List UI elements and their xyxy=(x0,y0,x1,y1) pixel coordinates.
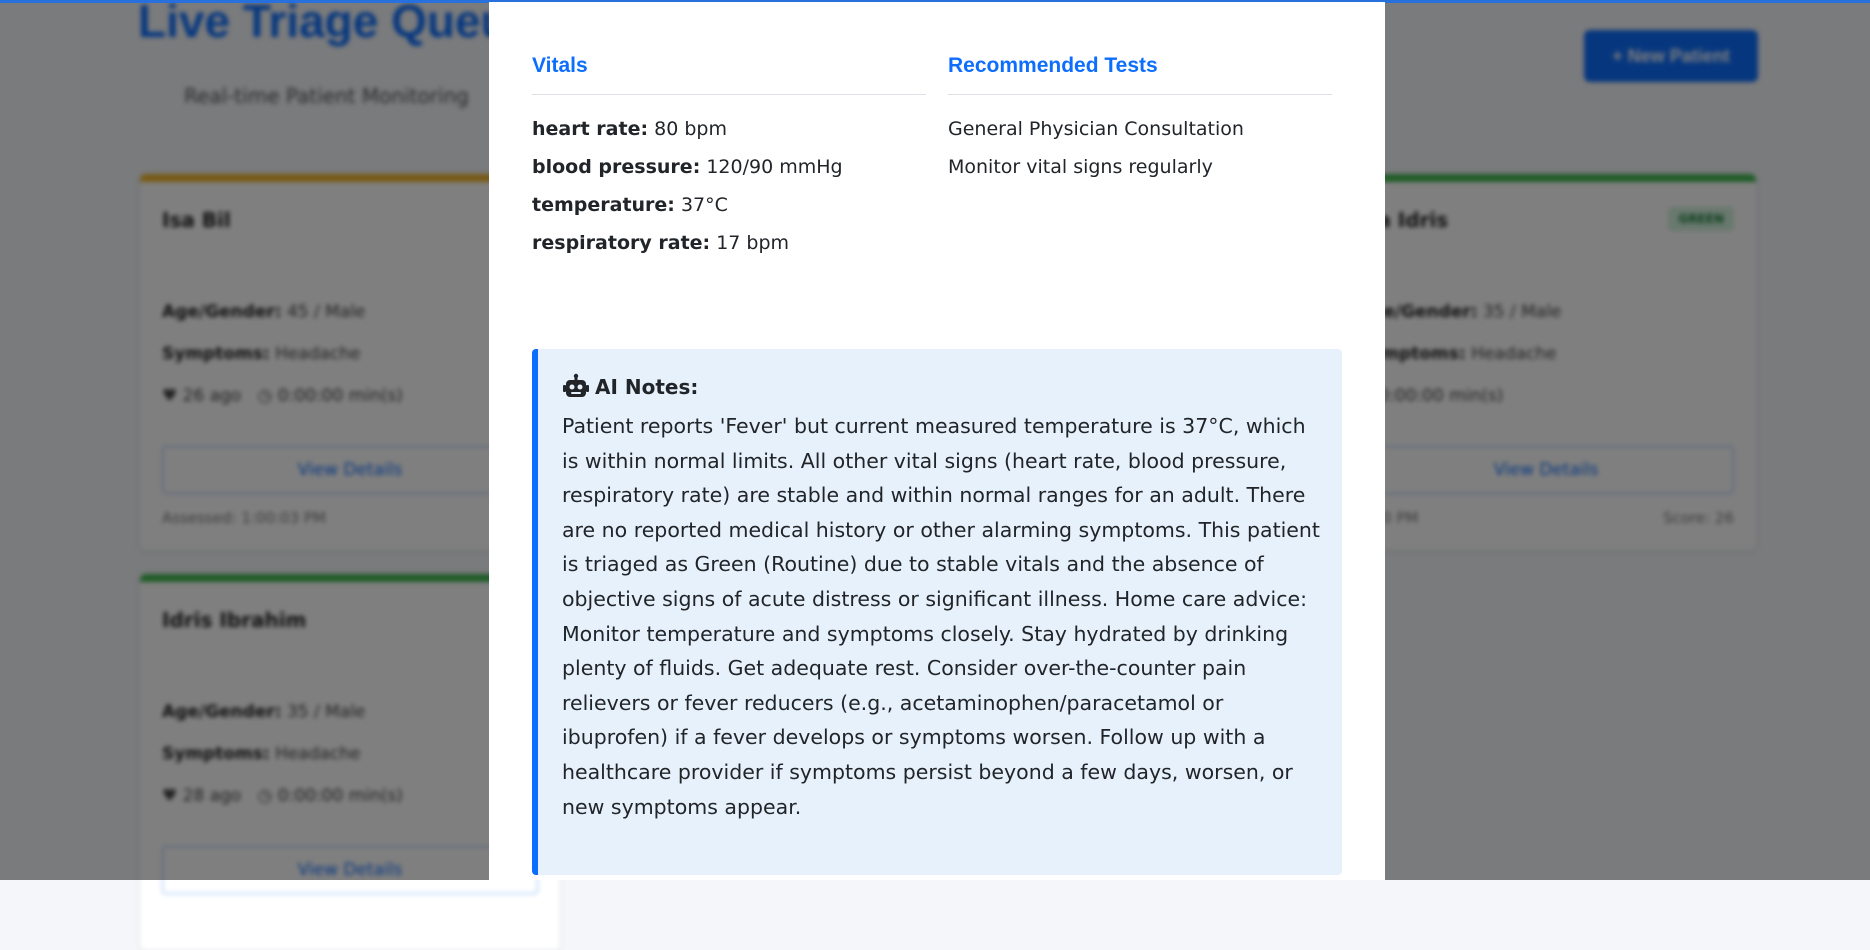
tests-list xyxy=(948,95,1332,187)
robot-icon xyxy=(562,373,590,401)
vital-heart-rate: heart rate: 80 bpm xyxy=(532,118,727,140)
ai-notes-panel xyxy=(532,349,1342,875)
recommended-tests-section xyxy=(948,50,1332,187)
ai-notes-header xyxy=(562,371,1320,403)
tests-title: Recommended Tests xyxy=(948,50,1332,95)
ai-notes-title: AI Notes: xyxy=(595,375,699,399)
vital-blood-pressure: blood pressure: 120/90 mmHg xyxy=(532,156,843,178)
vital-temperature: temperature: 37°C xyxy=(532,194,728,216)
ai-notes-text: Patient reports 'Fever' but current measured temperature is 37°C, which is within normal limits. All other vital signs (heart rate, blood pressure, respiratory rate) are stable and within normal ranges for an adult. There are no reported medical history or other alarming symptoms. This patient is triaged as Green (Routine) due to stable vitals and the absence of objective signs of acute distress or significant illness. Home care advice: Monitor temperature and symptoms closely. Stay hydrated by drinking plenty of fluids. Get adequate rest. Consider over-the-counter pain relievers or fever reducers (e.g., acetaminophen/paracetamol or ibuprofen) if a fever develops or symptoms worsen. Follow up with a healthcare provider if symptoms persist beyond a few days, worsen, or new symptoms appear. xyxy=(562,414,1320,819)
test-item: General Physician Consultation xyxy=(948,118,1244,140)
vitals-section xyxy=(532,50,926,263)
vitals-list xyxy=(532,95,926,263)
vital-respiratory-rate: respiratory rate: 17 bpm xyxy=(532,232,790,254)
patient-details-modal xyxy=(489,2,1385,880)
vitals-title: Vitals xyxy=(532,50,926,95)
test-item: Monitor vital signs regularly xyxy=(948,156,1213,178)
